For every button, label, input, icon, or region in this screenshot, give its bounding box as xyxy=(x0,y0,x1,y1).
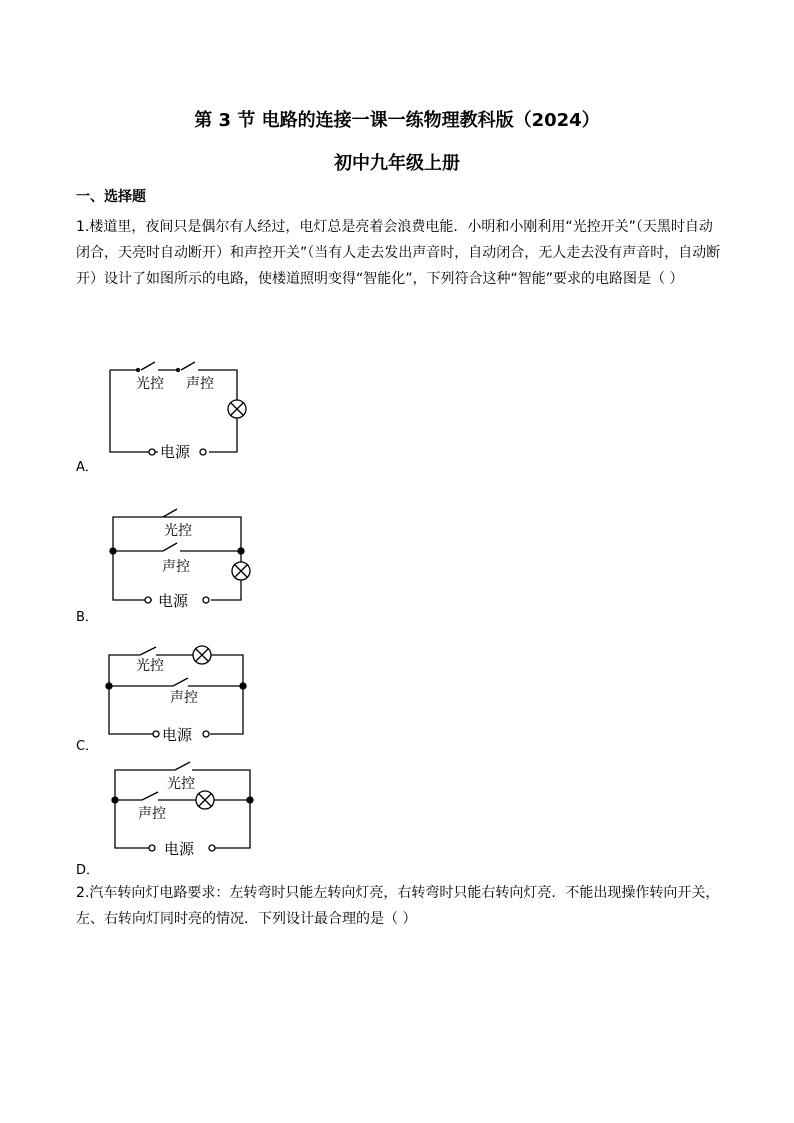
option-c-label: C． xyxy=(76,739,99,754)
circuit-diagram-a xyxy=(100,355,260,465)
circuit-diagram-d xyxy=(100,760,260,865)
switch-label-light: 光控 xyxy=(164,523,192,539)
switch-label-light: 光控 xyxy=(167,776,195,792)
junction-dot xyxy=(238,548,244,554)
terminal-icon xyxy=(149,449,155,455)
terminal-icon xyxy=(145,597,151,603)
option-b-label: B． xyxy=(76,610,98,625)
junction-dot xyxy=(112,797,118,803)
source-label: 电源 xyxy=(164,840,195,858)
junction-dot xyxy=(240,683,246,689)
switch-label-sound: 声控 xyxy=(186,376,214,392)
source-label: 电源 xyxy=(160,443,191,461)
question-2-text: 2.汽车转向灯电路要求：左转弯时只能左转向灯亮，右转弯时只能右转向灯亮．不能出现操作转向开关，左、右转向灯同时亮的情况．下列设计最合理的是（ ） xyxy=(76,885,720,927)
terminal-icon xyxy=(153,731,159,737)
question-1-text: 1.楼道里，夜间只是偶尔有人经过，电灯总是亮着会浪费电能．小明和小刚利用“光控开关”（天黑时自动闭合，天亮时自动断开）和声控开关”（当有人走去发出声音时，自动闭合，无人走去没有声音时，自动断开）设计了如图所示的电路，使楼道照明变得“智能化”，下列符合这种“智能”要求的电路图是（ ） xyxy=(76,219,721,287)
terminal-icon xyxy=(203,731,209,737)
terminal-icon xyxy=(200,449,206,455)
option-d-label: D． xyxy=(76,863,100,878)
section-heading: 一、选择题 xyxy=(76,189,146,205)
junction-dot xyxy=(106,683,112,689)
switch-label-sound: 声控 xyxy=(138,806,166,822)
switch-label-sound: 声控 xyxy=(162,559,190,575)
circuit-diagram-c xyxy=(100,642,260,747)
circuit-diagram-b xyxy=(100,505,260,610)
terminal-icon xyxy=(209,845,215,851)
source-label: 电源 xyxy=(158,592,189,610)
option-a-label: A． xyxy=(76,460,98,475)
document-subtitle: 初中九年级上册 xyxy=(334,153,460,174)
terminal-icon xyxy=(149,845,155,851)
source-label: 电源 xyxy=(162,726,193,744)
switch-label-sound: 声控 xyxy=(170,690,198,706)
junction-dot xyxy=(247,797,253,803)
junction-dot xyxy=(110,548,116,554)
switch-label-light: 光控 xyxy=(136,376,164,392)
switch-label-light: 光控 xyxy=(136,658,164,674)
document-title: 第 3 节 电路的连接一课一练物理教科版（2024） xyxy=(194,110,600,131)
terminal-icon xyxy=(203,597,209,603)
